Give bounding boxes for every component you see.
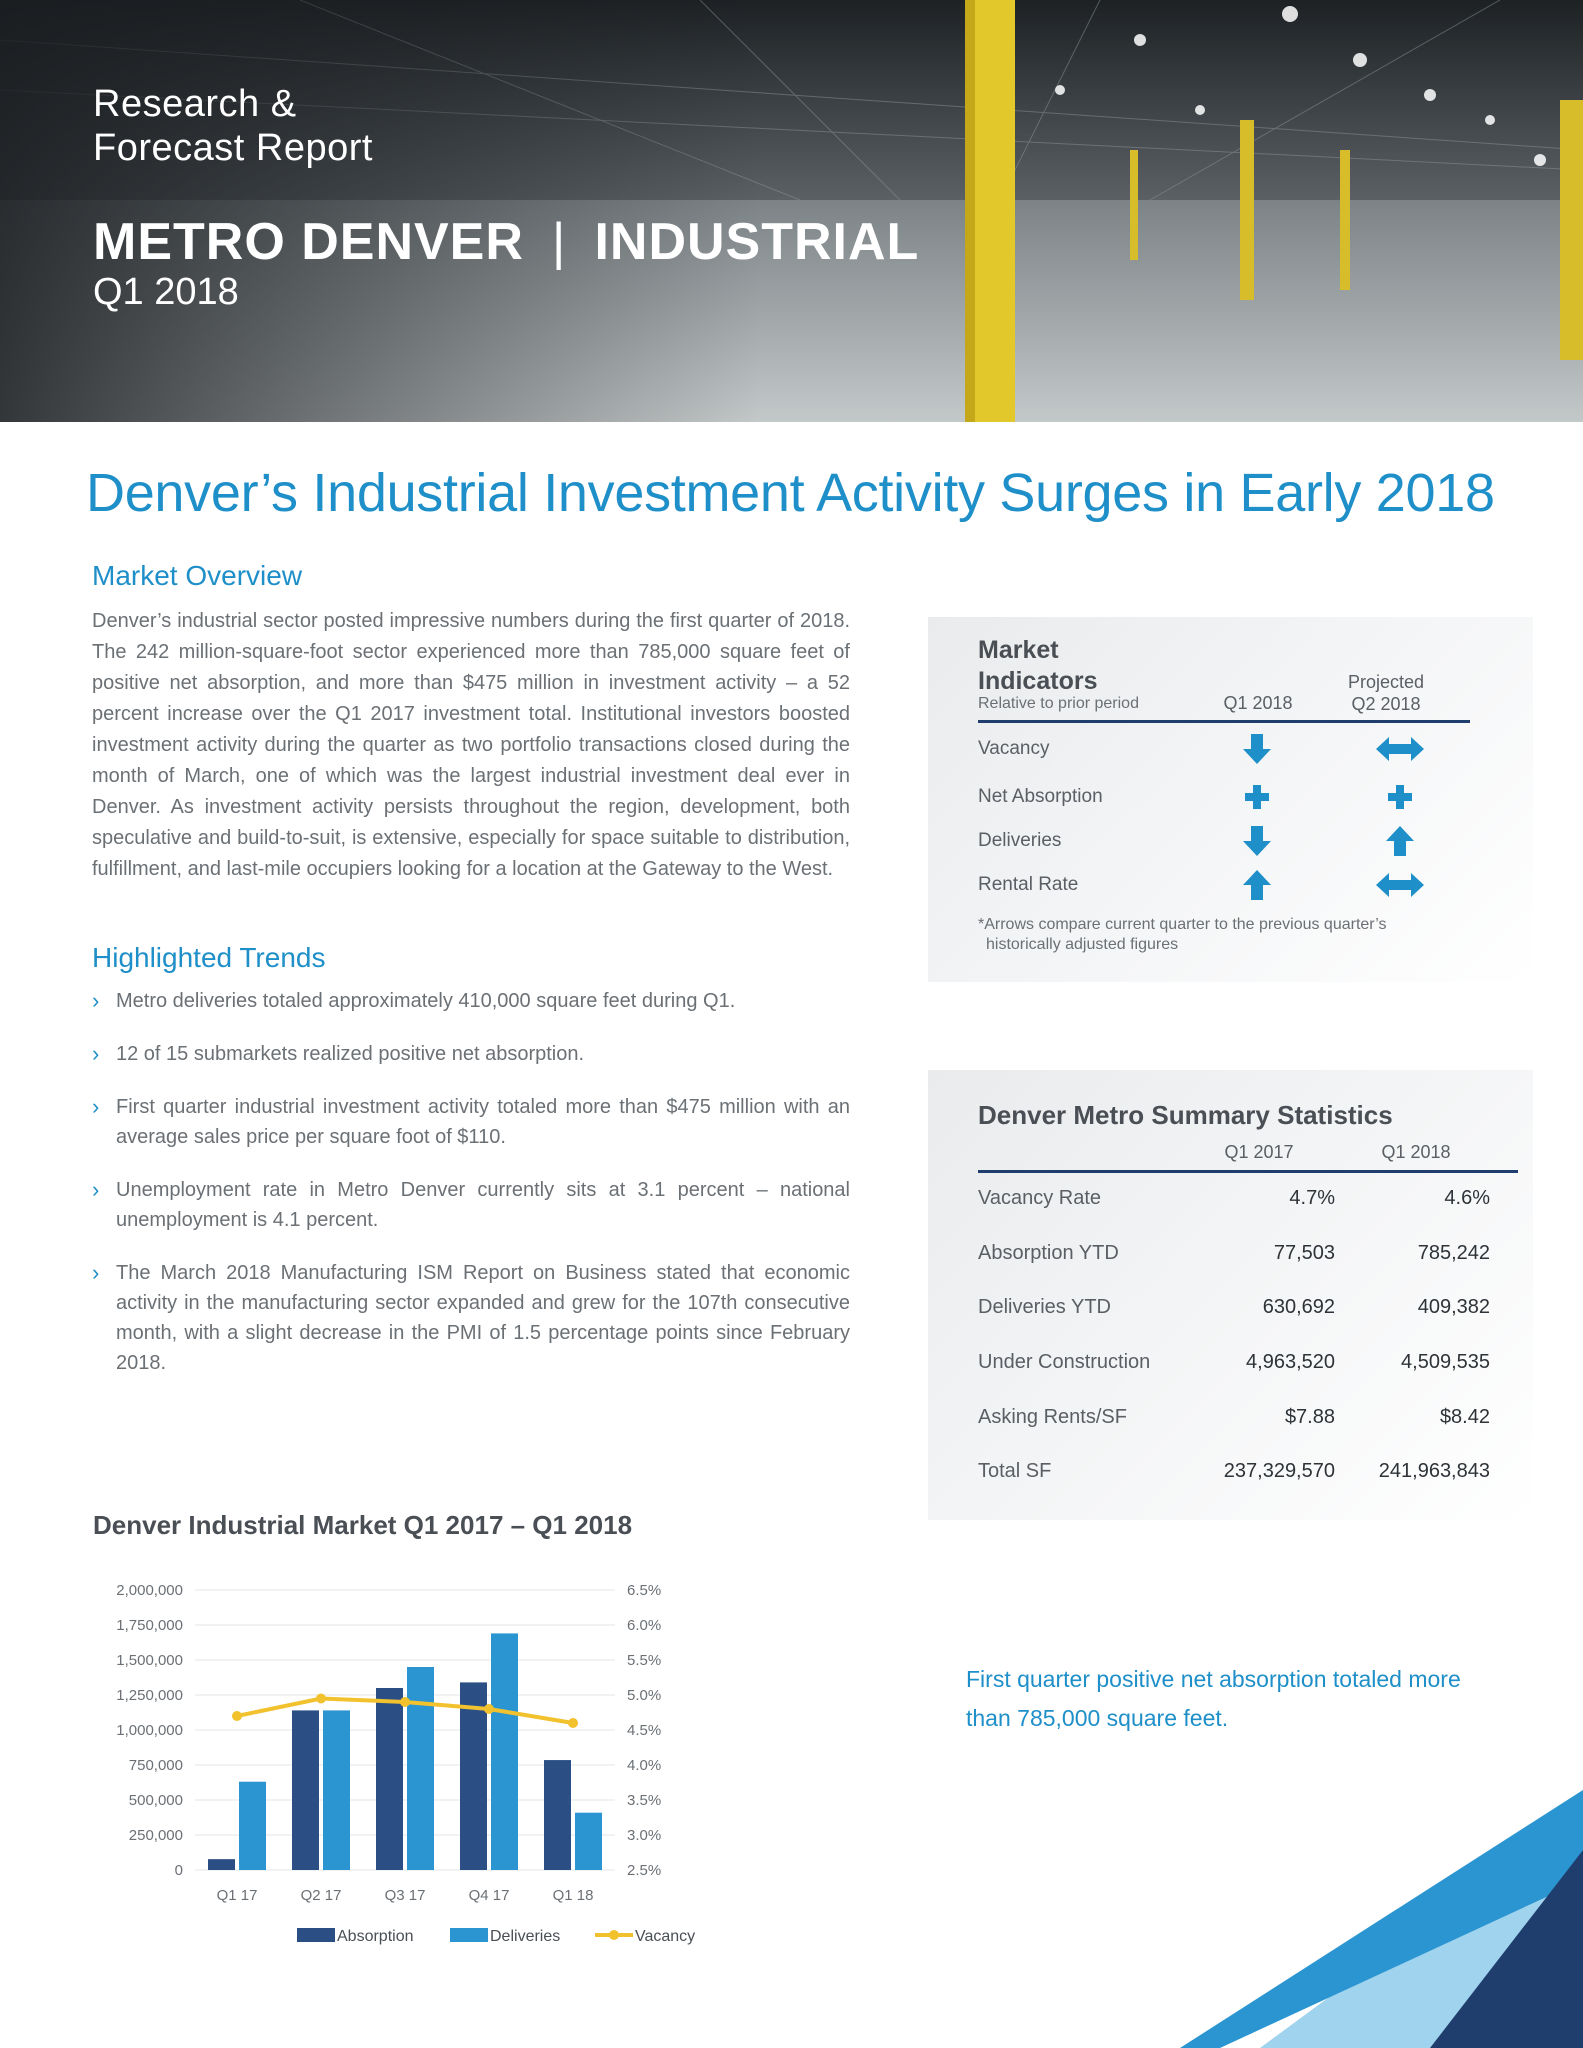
y-left-tick-label: 750,000	[128, 1757, 183, 1774]
stat-label: Total SF	[978, 1460, 1052, 1482]
callout-quote	[966, 1660, 1486, 1738]
stat-value-q1-2017: 77,503	[1273, 1242, 1335, 1264]
arrow-left-right-icon	[1375, 868, 1425, 902]
bar-absorption	[460, 1682, 487, 1870]
legend-swatch-deliveries	[450, 1928, 488, 1942]
bar-deliveries	[491, 1633, 518, 1870]
y-right-tick-label: 3.0%	[627, 1827, 662, 1844]
arrow-down-icon	[1240, 824, 1274, 858]
industrial-market-chart	[60, 1560, 880, 1960]
summary-statistics-title: Denver Metro Summary Statistics	[978, 1100, 1393, 1130]
y-right-tick-label: 4.0%	[627, 1757, 662, 1774]
y-left-tick-label: 0	[174, 1862, 183, 1879]
mi-column-projected-line2: Q2 2018	[1351, 694, 1421, 714]
y-left-tick-label: 500,000	[128, 1792, 183, 1809]
indicator-row-rental-rate	[978, 868, 1470, 904]
bar-absorption	[544, 1760, 571, 1870]
y-left-tick-label: 2,000,000	[116, 1582, 183, 1599]
mi-column-projected-line1: Projected	[1347, 672, 1425, 692]
report-type-line1: Research &	[93, 83, 297, 125]
indicator-row-deliveries	[978, 824, 1470, 860]
title-market: METRO DENVER	[93, 213, 524, 271]
column-header-q1-2017: Q1 2017	[1224, 1142, 1294, 1162]
point-vacancy	[316, 1694, 326, 1704]
hero-banner	[0, 0, 1583, 422]
x-tick-label: Q1 17	[216, 1887, 258, 1904]
bar-deliveries	[575, 1813, 602, 1870]
y-left-tick-label: 1,000,000	[116, 1722, 183, 1739]
trend-text: Unemployment rate in Metro Denver currently sits at 3.1 percent – national unemployment is 4.1 percent.	[116, 1179, 850, 1231]
list-item	[92, 1039, 850, 1069]
table-row	[978, 1187, 1498, 1217]
indicator-row-net-absorption	[978, 780, 1470, 816]
market-indicators-footnote	[978, 915, 1458, 955]
x-tick-label: Q4 17	[468, 1887, 510, 1904]
x-tick-label: Q1 18	[552, 1887, 594, 1904]
legend-label-absorption: Absorption	[337, 1928, 414, 1945]
indicator-label: Rental Rate	[978, 874, 1079, 895]
market-indicators-panel	[928, 617, 1533, 982]
market-overview-text: Denver’s industrial sector posted impressive numbers during the first quarter of 2018. The 242 million-square-foot sector experienced more than 785,000 square feet of positive net absorption, and more than $475 million in investment activity – a 52 percent increase over the Q1 2017 investment total. Institutional investors boosted investment activity during the quarter as two portfolio transactions closed during the month of March, one of which was the largest industrial investment deal ever in Denver. As investment activity persists throughout the region, development, both speculative and build-to-suit, is extensive, especially for space suitable to distribution, fulfillment, and last-mile occupiers looking for a location at the Gateway to the West.	[92, 610, 850, 880]
table-row	[978, 1351, 1498, 1381]
y-left-tick-label: 1,500,000	[116, 1652, 183, 1669]
indicator-row-vacancy	[978, 732, 1470, 768]
arrow-up-icon	[1375, 824, 1425, 858]
stat-value-q1-2018: 241,963,843	[1378, 1460, 1490, 1482]
footnote-line2: historically adjusted figures	[986, 936, 1179, 953]
mi-column-current: Q1 2018	[1223, 693, 1293, 713]
point-vacancy	[484, 1704, 494, 1714]
table-row	[978, 1242, 1498, 1272]
stat-value-q1-2018: $8.42	[1439, 1406, 1490, 1428]
trend-text: The March 2018 Manufacturing ISM Report on Business stated that economic activity in the manufacturing sector expanded and grew for the 107th consecutive month, with a slight decrease in the PMI of 1.5 percentage points since February 2018.	[116, 1262, 850, 1374]
stat-value-q1-2018: 4,509,535	[1401, 1351, 1490, 1373]
mi-title-line1: Market	[978, 636, 1059, 664]
x-tick-label: Q2 17	[300, 1887, 342, 1904]
title-separator: |	[551, 213, 567, 271]
footnote-line1: *Arrows compare current quarter to the previous quarter’s	[978, 916, 1387, 933]
chart-title: Denver Industrial Market Q1 2017 – Q1 2018	[93, 1510, 633, 1540]
decorative-swoosh	[1180, 1790, 1583, 2048]
chevron-right-icon: ›	[92, 988, 100, 1013]
arrow-down-icon	[1240, 732, 1274, 766]
report-type-line2: Forecast Report	[93, 127, 373, 169]
point-vacancy	[232, 1711, 242, 1721]
list-item	[92, 1175, 850, 1235]
bar-deliveries	[407, 1667, 434, 1870]
y-right-tick-label: 4.5%	[627, 1722, 662, 1739]
stat-value-q1-2017: 237,329,570	[1223, 1460, 1335, 1482]
y-right-tick-label: 6.0%	[627, 1617, 662, 1634]
bar-absorption	[376, 1688, 403, 1870]
point-vacancy	[568, 1718, 578, 1728]
legend-label-vacancy: Vacancy	[635, 1928, 696, 1945]
indicator-label: Net Absorption	[978, 786, 1103, 807]
stat-label: Absorption YTD	[978, 1242, 1119, 1264]
table-row	[978, 1460, 1498, 1490]
bar-absorption	[292, 1710, 319, 1870]
bar-deliveries	[239, 1782, 266, 1870]
summary-statistics-panel	[928, 1070, 1533, 1520]
legend-marker-vacancy	[609, 1930, 619, 1940]
divider	[978, 720, 1470, 723]
x-tick-label: Q3 17	[384, 1887, 426, 1904]
indicator-label: Vacancy	[978, 738, 1050, 759]
y-right-tick-label: 2.5%	[627, 1862, 662, 1879]
report-title	[93, 214, 919, 270]
report-type	[93, 82, 919, 170]
arrow-up-icon	[1240, 868, 1274, 902]
y-left-tick-label: 1,250,000	[116, 1687, 183, 1704]
trend-text: Metro deliveries totaled approximately 410,000 square feet during Q1.	[116, 990, 736, 1012]
divider	[978, 1170, 1518, 1173]
stat-value-q1-2018: 409,382	[1417, 1296, 1490, 1318]
legend-label-deliveries: Deliveries	[490, 1928, 561, 1945]
chevron-right-icon: ›	[92, 1041, 100, 1066]
trends-list	[92, 986, 850, 1401]
highlighted-trends-heading: Highlighted Trends	[92, 942, 326, 973]
market-indicators-subtitle: Relative to prior period	[978, 695, 1139, 712]
chevron-right-icon: ›	[92, 1260, 100, 1285]
stat-value-q1-2017: $7.88	[1284, 1406, 1335, 1428]
market-indicators-title	[978, 635, 1097, 697]
callout-line2: than 785,000 square feet.	[966, 1705, 1229, 1731]
column-header-q1-2018: Q1 2018	[1381, 1142, 1451, 1162]
stat-value-q1-2017: 4,963,520	[1246, 1351, 1335, 1373]
title-sector: INDUSTRIAL	[594, 213, 920, 271]
bar-deliveries	[323, 1710, 350, 1870]
y-left-tick-label: 250,000	[128, 1827, 183, 1844]
arrow-left-right-icon	[1375, 732, 1425, 766]
indicator-label: Deliveries	[978, 830, 1062, 851]
stat-label: Vacancy Rate	[978, 1187, 1102, 1209]
mi-title-line2: Indicators	[978, 667, 1098, 695]
stat-value-q1-2017: 630,692	[1262, 1296, 1335, 1318]
chevron-right-icon: ›	[92, 1177, 100, 1202]
table-row	[978, 1296, 1498, 1326]
y-right-tick-label: 5.5%	[627, 1652, 662, 1669]
stat-value-q1-2017: 4.7%	[1289, 1187, 1335, 1209]
stat-label: Deliveries YTD	[978, 1296, 1111, 1318]
page-headline: Denver’s Industrial Investment Activity Surges in Early 2018	[86, 463, 1495, 523]
table-row	[978, 1406, 1498, 1436]
plus-icon	[1375, 780, 1425, 814]
plus-icon	[1240, 780, 1274, 814]
list-item	[92, 1258, 850, 1378]
stat-label: Asking Rents/SF	[978, 1406, 1127, 1428]
report-quarter: Q1 2018	[93, 271, 239, 313]
legend-swatch-absorption	[297, 1928, 335, 1942]
stat-label: Under Construction	[978, 1351, 1151, 1373]
mi-column-projected	[1326, 671, 1446, 715]
stat-value-q1-2018: 4.6%	[1444, 1187, 1490, 1209]
y-right-tick-label: 3.5%	[627, 1792, 662, 1809]
bar-absorption	[208, 1859, 235, 1870]
y-left-tick-label: 1,750,000	[116, 1617, 183, 1634]
trend-text: First quarter industrial investment activity totaled more than $475 million with an average sales price per square foot of $110.	[116, 1096, 850, 1148]
market-overview-heading: Market Overview	[92, 560, 303, 591]
trend-text: 12 of 15 submarkets realized positive net absorption.	[116, 1043, 585, 1065]
list-item	[92, 986, 850, 1016]
chevron-right-icon: ›	[92, 1094, 100, 1119]
y-right-tick-label: 6.5%	[627, 1582, 662, 1599]
callout-line1: First quarter positive net absorption totaled more	[966, 1666, 1461, 1692]
point-vacancy	[400, 1697, 410, 1707]
stat-value-q1-2018: 785,242	[1417, 1242, 1490, 1264]
y-right-tick-label: 5.0%	[627, 1687, 662, 1704]
list-item	[92, 1092, 850, 1152]
